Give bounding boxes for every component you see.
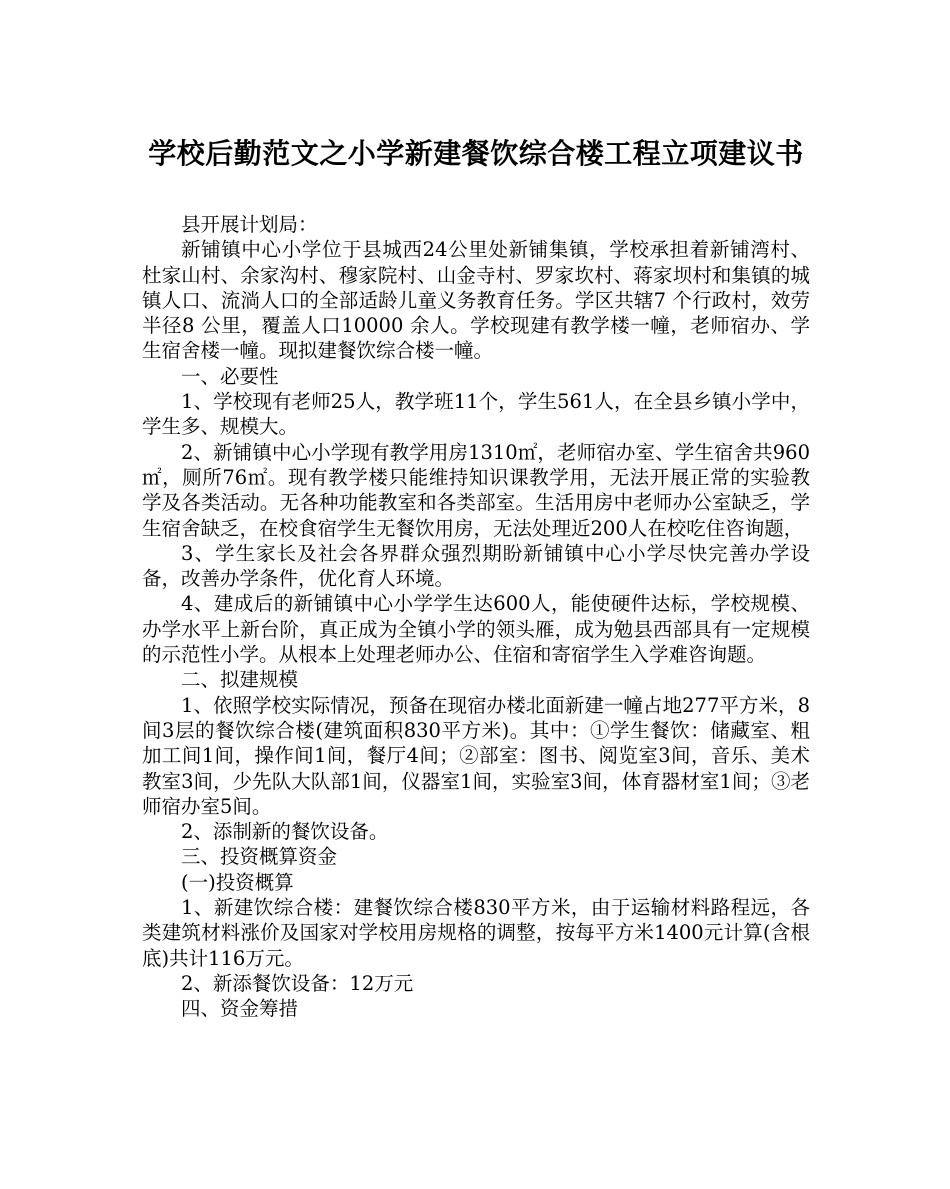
intro-paragraph: 新铺镇中心小学位于县城西24公里处新铺集镇，学校承担着新铺湾村、杜家山村、余家沟村、穆家院村、山金寺村、罗家坎村、蒋家坝村和集镇的城镇人口、流淌人口的全部适龄儿童义务教育任务。学区共辖7 个行政村，效劳半径8 公里，覆盖人口10000 余人。学校现建有教学楼一幢，老师宿办、学生宿舍楼一幢。现拟建餐饮综合楼一幢。 — [142, 238, 810, 363]
section-heading-necessity: 一、必要性 — [181, 364, 279, 388]
scale-item-2: 2、添制新的餐饮设备。 — [181, 820, 389, 844]
document-body — [142, 212, 810, 1022]
necessity-item-3: 3、学生家长及社会各界群众强烈期盼新铺镇中心小学尽快完善办学设备，改善办学条件，优化育人环境。 — [142, 541, 810, 591]
document-title: 学校后勤范文之小学新建餐饮综合楼工程立项建议书 — [148, 137, 804, 170]
section-heading-scale: 二、拟建规模 — [181, 668, 299, 692]
section-heading-investment: 三、投资概算资金 — [181, 845, 338, 869]
necessity-item-4: 4、建成后的新铺镇中心小学学生达600人，能使硬件达标，学校规模、办学水平上新台阶，真正成为全镇小学的领头雁，成为勉县西部具有一定规模的示范性小学。从根本上处理老师办公、住宿和寄宿学生入学难咨询题。 — [142, 592, 810, 667]
salutation: 县开展计划局： — [181, 213, 318, 236]
subsection-heading-estimate: (一)投资概算 — [181, 870, 294, 894]
necessity-item-2: 2、新铺镇中心小学现有教学用房1310㎡，老师宿办室、学生宿舍共960㎡，厕所76㎡。现有教学楼只能维持知识课教学用，无法开展正常的实验教学及各类活动。无各种功能教室和各类部室。生活用房中老师办公室缺乏，学生宿舍缺乏，在校食宿学生无餐饮用房，无法处理近200人在校吃住咨询题， — [142, 440, 810, 540]
section-heading-funding: 四、资金筹措 — [181, 997, 299, 1021]
investment-item-1: 1、新建饮综合楼：建餐饮综合楼830平方米，由于运输材料路程远，各类建筑材料涨价及国家对学校用房规格的调整，按每平方米1400元计算(含根底)共计116万元。 — [142, 896, 810, 970]
investment-item-2: 2、新添餐饮设备：12万元 — [181, 971, 414, 995]
scale-item-1: 1、依照学校实际情况，预备在现宿办楼北面新建一幢占地277平方米，8间3层的餐饮综合楼(建筑面积830平方米)。其中：①学生餐饮：储藏室、粗加工间1间，操作间1间，餐厅4间；②部室：图书、阅览室3间，音乐、美术教室3间，少先队大队部1间，仪器室1间，实验室3间，体育器材室1间；③老师宿办室5间。 — [142, 693, 810, 818]
necessity-item-1: 1、学校现有老师25人，教学班11个，学生561人，在全县乡镇小学中，学生多、规模大。 — [142, 390, 810, 439]
